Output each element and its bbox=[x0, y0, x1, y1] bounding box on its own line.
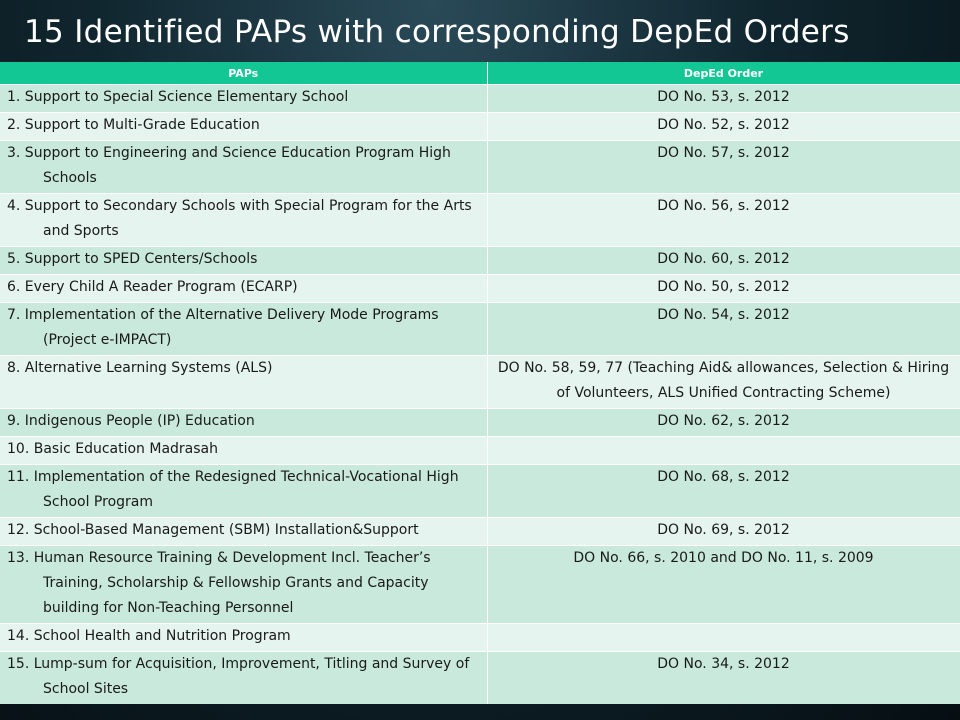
table-row bbox=[0, 465, 960, 518]
table-row bbox=[0, 275, 960, 303]
table-row bbox=[0, 247, 960, 275]
pap-cell: 8. Alternative Learning Systems (ALS) bbox=[0, 356, 487, 409]
pap-cell: 14. School Health and Nutrition Program bbox=[0, 624, 487, 652]
pap-cell: 13. Human Resource Training & Development Incl. Teacher’s Training, Scholarship & Fellowship Grants and Capacity building for Non-Teaching Personnel bbox=[0, 546, 487, 624]
pap-cell: 1. Support to Special Science Elementary School bbox=[0, 85, 487, 113]
header-paps: PAPs bbox=[0, 62, 487, 85]
table-row bbox=[0, 356, 960, 409]
order-cell: DO No. 58, 59, 77 (Teaching Aid& allowances, Selection & Hiring of Volunteers, ALS Unified Contracting Scheme) bbox=[487, 356, 960, 409]
table-header-row bbox=[0, 62, 960, 85]
order-cell: DO No. 56, s. 2012 bbox=[487, 194, 960, 247]
table-row bbox=[0, 437, 960, 465]
pap-cell: 7. Implementation of the Alternative Delivery Mode Programs (Project e-IMPACT) bbox=[0, 303, 487, 356]
table-row bbox=[0, 652, 960, 705]
table-row bbox=[0, 194, 960, 247]
order-cell: DO No. 66, s. 2010 and DO No. 11, s. 2009 bbox=[487, 546, 960, 624]
order-cell: DO No. 50, s. 2012 bbox=[487, 275, 960, 303]
table-row bbox=[0, 546, 960, 624]
pap-cell: 11. Implementation of the Redesigned Technical-Vocational High School Program bbox=[0, 465, 487, 518]
table-row bbox=[0, 85, 960, 113]
order-cell bbox=[487, 437, 960, 465]
header-deped-order: DepEd Order bbox=[487, 62, 960, 85]
order-cell: DO No. 52, s. 2012 bbox=[487, 113, 960, 141]
pap-cell: 2. Support to Multi-Grade Education bbox=[0, 113, 487, 141]
pap-cell: 12. School-Based Management (SBM) Installation&Support bbox=[0, 518, 487, 546]
pap-cell: 4. Support to Secondary Schools with Special Program for the Arts and Sports bbox=[0, 194, 487, 247]
slide-title: 15 Identified PAPs with corresponding DepEd Orders bbox=[24, 14, 850, 50]
order-cell: DO No. 34, s. 2012 bbox=[487, 652, 960, 705]
order-cell: DO No. 62, s. 2012 bbox=[487, 409, 960, 437]
table-row bbox=[0, 624, 960, 652]
order-cell: DO No. 68, s. 2012 bbox=[487, 465, 960, 518]
pap-cell: 9. Indigenous People (IP) Education bbox=[0, 409, 487, 437]
order-cell: DO No. 57, s. 2012 bbox=[487, 141, 960, 194]
order-cell: DO No. 54, s. 2012 bbox=[487, 303, 960, 356]
pap-cell: 15. Lump-sum for Acquisition, Improvement, Titling and Survey of School Sites bbox=[0, 652, 487, 705]
order-cell: DO No. 60, s. 2012 bbox=[487, 247, 960, 275]
order-cell bbox=[487, 624, 960, 652]
pap-cell: 10. Basic Education Madrasah bbox=[0, 437, 487, 465]
table-row bbox=[0, 518, 960, 546]
pap-cell: 3. Support to Engineering and Science Education Program High Schools bbox=[0, 141, 487, 194]
pap-cell: 5. Support to SPED Centers/Schools bbox=[0, 247, 487, 275]
table-row bbox=[0, 409, 960, 437]
order-cell: DO No. 69, s. 2012 bbox=[487, 518, 960, 546]
table-row bbox=[0, 303, 960, 356]
table-row bbox=[0, 141, 960, 194]
table-row bbox=[0, 113, 960, 141]
pap-cell: 6. Every Child A Reader Program (ECARP) bbox=[0, 275, 487, 303]
paps-table bbox=[0, 62, 960, 704]
order-cell: DO No. 53, s. 2012 bbox=[487, 85, 960, 113]
